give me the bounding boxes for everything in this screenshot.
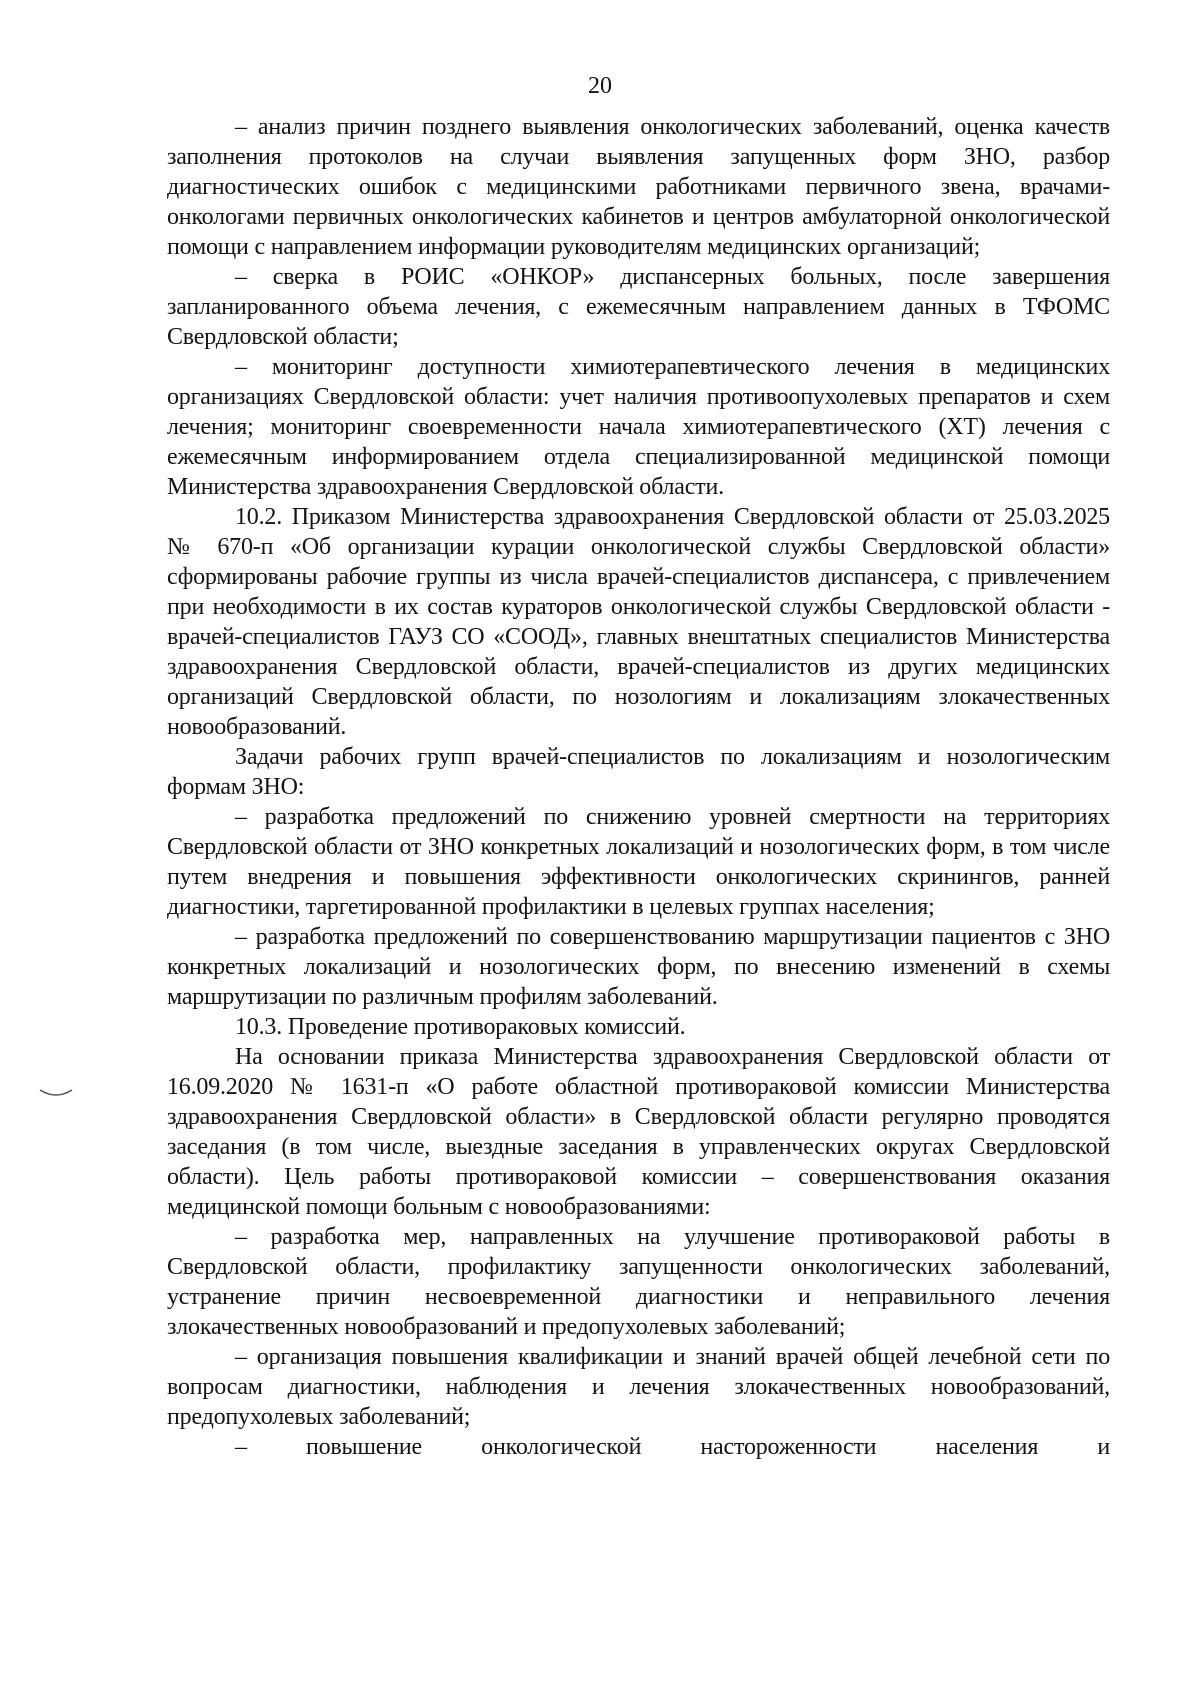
- paragraph-measures: – разработка мер, направленных на улучшение противораковой работы в Свердловской области, профилактику запущенности онкологических заболеваний, устранение причин несвоевременной диагностики и неправильного лечения злокачественных новообразований и предопухолевых заболеваний;: [167, 1224, 1110, 1340]
- paragraph-commission-basis: На основании приказа Министерства здравоохранения Свердловской области от 16.09.2020 № 1631-п «О работе областной противораковой комиссии Министерства здравоохранения Свердловской области» в Свердловской области регулярно проводятся заседания (в том числе, выездные заседания в управленческих округах Свердловской области). Цель работы противораковой комиссии – совершенствования оказания медицинской помощи больным с новообразованиями:: [167, 1044, 1110, 1220]
- paragraph-awareness: – повышение онкологической настороженности населения и: [235, 1434, 1110, 1460]
- scan-artifact-mark: [38, 1086, 74, 1100]
- paragraph-chemo-monitoring: – мониторинг доступности химиотерапевтического лечения в медицинских организациях Свердловской области: учет наличия противоопухолевых препаратов и схем лечения; мониторинг своевременности начала химиотерапевтического (ХТ) лечения с ежемесячным информированием отдела специализированной медицинской помощи Министерства здравоохранения Свердловской области.: [167, 354, 1110, 500]
- paragraph-10-2: 10.2. Приказом Министерства здравоохранения Свердловской области от 25.03.2025 № 670-п «Об организации курации онкологической службы Свердловской области» сформированы рабочие группы из числа врачей-специалистов диспансера, с привлечением при необходимости в их состав кураторов онкологической службы Свердловской области - врачей-специалистов ГАУЗ СО «СООД», главных внештатных специалистов Министерства здравоохранения Свердловской области, врачей-специалистов из других медицинских организаций Свердловской области, по нозологиям и локализациям злокачественных новообразований.: [167, 504, 1110, 740]
- paragraph-routing-proposals: – разработка предложений по совершенствованию маршрутизации пациентов с ЗНО конкретных локализаций и нозологических форм, по внесению изменений в схемы маршрутизации по различным профилям заболеваний.: [167, 924, 1110, 1010]
- document-body: [167, 112, 1110, 1462]
- page-number: 20: [588, 73, 612, 99]
- paragraph-mortality-proposals: – разработка предложений по снижению уровней смертности на территориях Свердловской области от ЗНО конкретных локализаций и нозологических форм, в том числе путем внедрения и повышения эффективности онкологических скринингов, ранней диагностики, таргетированной профилактики в целевых группах населения;: [167, 804, 1110, 920]
- paragraph-tasks-heading: Задачи рабочих групп врачей-специалистов по локализациям и нозологическим формам ЗНО:: [167, 744, 1110, 800]
- paragraph-10-3-heading: 10.3. Проведение противораковых комиссий.: [235, 1014, 686, 1040]
- paragraph-qualification: – организация повышения квалификации и знаний врачей общей лечебной сети по вопросам диагностики, наблюдения и лечения злокачественных новообразований, предопухолевых заболеваний;: [167, 1344, 1110, 1430]
- paragraph-onkor-check: – сверка в РОИС «ОНКОР» диспансерных больных, после завершения запланированного объема лечения, с ежемесячным направлением данных в ТФОМС Свердловской области;: [167, 264, 1110, 350]
- paragraph-analysis: – анализ причин позднего выявления онкологических заболеваний, оценка качеств заполнения протоколов на случаи выявления запущенных форм ЗНО, разбор диагностических ошибок с медицинскими работниками первичного звена, врачами-онкологами первичных онкологических кабинетов и центров амбулаторной онкологической помощи с направлением информации руководителям медицинских организаций;: [167, 114, 1110, 260]
